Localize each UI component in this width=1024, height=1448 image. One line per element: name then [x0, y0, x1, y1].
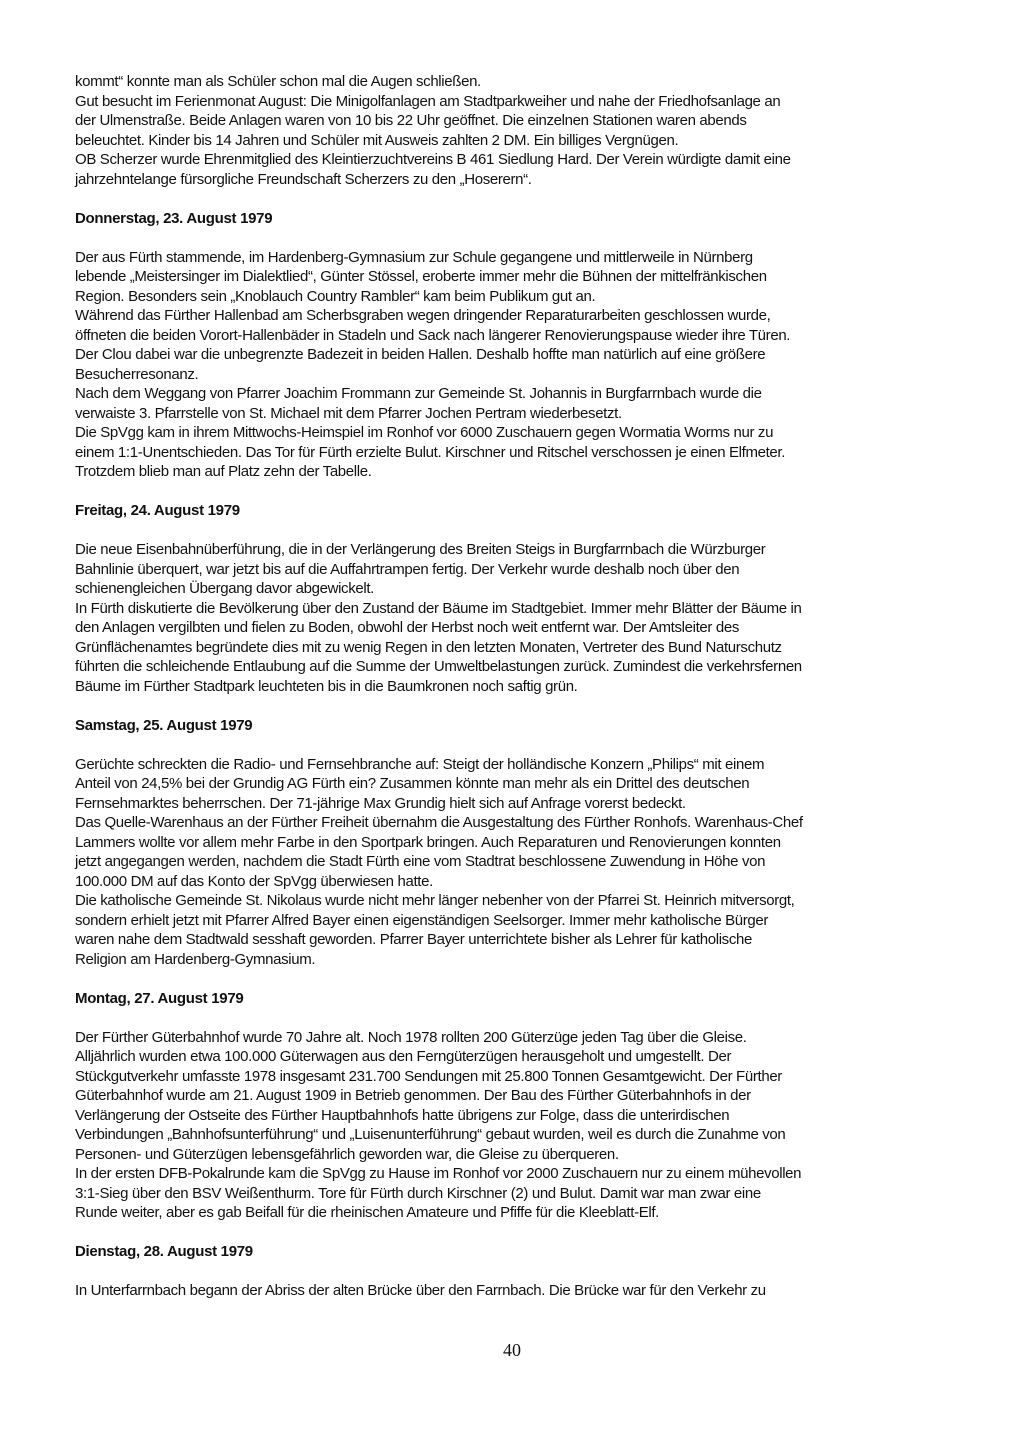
- section-heading-montag: Montag, 27. August 1979: [75, 989, 244, 1007]
- section-heading-freitag: Freitag, 24. August 1979: [75, 502, 240, 519]
- text-line: Gut besucht im Ferienmonat August: Die Minigolfanlagen am Stadtparkweiher und nahe der Friedhofsanlage an: [75, 92, 781, 110]
- text-line: den Anlagen vergilbten und fielen zu Boden, obwohl der Herbst noch weit entfernt war. Der Amtsleiter des: [75, 619, 740, 636]
- text-line: Die neue Eisenbahnüberführung, die in der Verlängerung des Breiten Steigs in Burgfarrnbach die Würzburger: [75, 541, 766, 558]
- text-line: 100.000 DM auf das Konto der SpVgg überwiesen hatte.: [75, 872, 433, 890]
- section-body-samstag: [75, 755, 955, 970]
- text-line: In der ersten DFB-Pokalrunde kam die SpVgg zu Hause im Ronhof vor 2000 Zuschauern nur zu einem mühevollen: [75, 1165, 802, 1182]
- text-line: Verbindungen „Bahnhofsunterführung“ und „Luisenunterführung“ gebaut wurden, weil es durch die Zunahme von: [75, 1126, 786, 1143]
- section-body-dienstag: [75, 1281, 955, 1301]
- text-line: 3:1-Sieg über den BSV Weißenthurm. Tore für Fürth durch Kirschner (2) und Bulut. Damit war man zwar eine: [75, 1184, 761, 1202]
- text-line: Der aus Fürth stammende, im Hardenberg-Gymnasium zur Schule gegangene und mittlerweile in Nürnberg: [75, 248, 753, 266]
- text-line: Grünflächenamtes begründete dies mit zu wenig Regen in den letzten Monaten, Vertreter des Bund Naturschutz: [75, 638, 782, 656]
- section-body-donnerstag: [75, 248, 955, 482]
- section-heading-dienstag: Dienstag, 28. August 1979: [75, 1243, 253, 1260]
- section-body-freitag: [75, 540, 955, 696]
- text-line: Personen- und Güterzügen lebensgefährlich geworden war, die Gleise zu überqueren.: [75, 1145, 619, 1163]
- text-line: Lammers wollte vor allem mehr Farbe in den Sportpark bringen. Auch Reparaturen und Renovierungen konnten: [75, 833, 781, 851]
- text-line: Region. Besonders sein „Knoblauch Country Rambler“ kam beim Publikum gut an.: [75, 287, 596, 305]
- text-line: jetzt angegangen werden, nachdem die Stadt Fürth eine vom Stadtrat beschlossene Zuwendung in Höhe von: [75, 853, 766, 870]
- text-line: beleuchtet. Kinder bis 14 Jahren und Schüler mit Ausweis zahlten 2 DM. Ein billiges Vergnügen.: [75, 131, 679, 149]
- text-line: öffneten die beiden Vorort-Hallenbäder in Stadeln und Sack nach längerer Renovierungspause wieder ihre Türen.: [75, 326, 791, 344]
- text-line: OB Scherzer wurde Ehrenmitglied des Kleintierzuchtvereins B 461 Siedlung Hard. Der Verein würdigte damit eine: [75, 151, 791, 168]
- intro-paragraph: [75, 72, 955, 189]
- text-line: In Fürth diskutierte die Bevölkerung über den Zustand der Bäume im Stadtgebiet. Immer mehr Blätter der Bäume in: [75, 599, 802, 617]
- text-line: führten die schleichende Entlaubung auf die Summe der Umweltbelastungen zurück. Zumindest die verkehrsfernen: [75, 658, 802, 675]
- text-line: Bahnlinie überquert, war jetzt bis auf die Auffahrtrampen fertig. Der Verkehr wurde deshalb noch über den: [75, 560, 740, 578]
- text-line: Stückgutverkehr umfasste 1978 insgesamt 231.700 Sendungen mit 25.800 Tonnen Gesamtgewicht. Der Fürther: [75, 1067, 782, 1085]
- text-line: der Ulmenstraße. Beide Anlagen waren von 10 bis 22 Uhr geöffnet. Die einzelnen Stationen waren abends: [75, 112, 747, 129]
- text-line: sondern erhielt jetzt mit Pfarrer Alfred Bayer einen eigenständigen Seelsorger. Immer mehr katholische Bürger: [75, 911, 769, 929]
- section-body-montag: [75, 1028, 955, 1223]
- section-heading-donnerstag: Donnerstag, 23. August 1979: [75, 209, 273, 227]
- text-line: Der Clou dabei war die unbegrenzte Badezeit in beiden Hallen. Deshalb hoffte man natürlich auf eine größere: [75, 346, 766, 363]
- text-line: Fernsehmarktes beherrschen. Der 71-jährige Max Grundig hielt sich auf Anfrage vorerst bedeckt.: [75, 794, 686, 812]
- text-line: verwaiste 3. Pfarrstelle von St. Michael mit dem Pfarrer Jochen Pertram wiederbesetzt.: [75, 404, 622, 422]
- text-line: Güterbahnhof wurde am 21. August 1909 in Betrieb genommen. Der Bau des Fürther Güterbahnhofs in der: [75, 1087, 751, 1104]
- text-line: Die katholische Gemeinde St. Nikolaus wurde nicht mehr länger nebenher von der Pfarrei St. Heinrich mitversorgt,: [75, 892, 795, 909]
- text-line: Verlängerung der Ostseite des Fürther Hauptbahnhofs hatte übrigens zur Folge, dass die unterirdischen: [75, 1106, 730, 1124]
- text-line: Runde weiter, aber es gab Beifall für die rheinischen Amateure und Pfiffe für die Kleeblatt-Elf.: [75, 1204, 659, 1221]
- text-line: Die SpVgg kam in ihrem Mittwochs-Heimspiel im Ronhof vor 6000 Zuschauern gegen Wormatia Worms nur zu: [75, 424, 774, 441]
- text-line: schienengleichen Übergang davor abgewickelt.: [75, 580, 374, 597]
- text-line: Anteil von 24,5% bei der Grundig AG Fürth ein? Zusammen könnte man mehr als ein Drittel des deutschen: [75, 775, 750, 792]
- text-line: Nach dem Weggang von Pfarrer Joachim Frommann zur Gemeinde St. Johannis in Burgfarrnbach wurde die: [75, 385, 762, 402]
- text-line: jahrzehntelange fürsorgliche Freundschaft Scherzers zu den „Hoserern“.: [75, 170, 532, 188]
- text-line: einem 1:1-Unentschieden. Das Tor für Fürth erzielte Bulut. Kirschner und Ritschel verschossen je einen Elfmeter.: [75, 443, 786, 461]
- text-line: Trotzdem blieb man auf Platz zehn der Tabelle.: [75, 463, 372, 480]
- text-line: kommt“ konnte man als Schüler schon mal die Augen schließen.: [75, 73, 481, 90]
- page-number: 40: [503, 1340, 521, 1360]
- section-heading-samstag: Samstag, 25. August 1979: [75, 716, 253, 734]
- text-line: lebende „Meistersinger im Dialektlied“, Günter Stössel, eroberte immer mehr die Bühnen der mittelfränkischen: [75, 268, 767, 285]
- text-line: Alljährlich wurden etwa 100.000 Güterwagen aus den Ferngüterzügen herausgeholt und umgestellt. Der: [75, 1048, 732, 1065]
- text-line: Besucherresonanz.: [75, 365, 199, 383]
- text-line: Das Quelle-Warenhaus an der Fürther Freiheit übernahm die Ausgestaltung des Fürther Ronhofs. Warenhaus-Chef: [75, 814, 803, 831]
- text-line: Während das Fürther Hallenbad am Scherbsgraben wegen dringender Reparaturarbeiten geschlossen wurde,: [75, 307, 771, 324]
- text-line: Bäume im Fürther Stadtpark leuchteten bis in die Baumkronen noch saftig grün.: [75, 677, 578, 695]
- text-line: waren nahe dem Stadtwald sesshaft geworden. Pfarrer Bayer unterrichtete bisher als Lehrer für katholische: [75, 931, 752, 948]
- text-line: Gerüchte schreckten die Radio- und Fernsehbranche auf: Steigt der holländische Konzern „Philips“ mit einem: [75, 755, 765, 773]
- page-content: [75, 72, 955, 1301]
- text-line: Religion am Hardenberg-Gymnasium.: [75, 950, 316, 968]
- text-line: Der Fürther Güterbahnhof wurde 70 Jahre alt. Noch 1978 rollten 200 Güterzüge jeden Tag über die Gleise.: [75, 1028, 747, 1046]
- text-line: In Unterfarrnbach begann der Abriss der alten Brücke über den Farrnbach. Die Brücke war für den Verkehr zu: [75, 1282, 766, 1299]
